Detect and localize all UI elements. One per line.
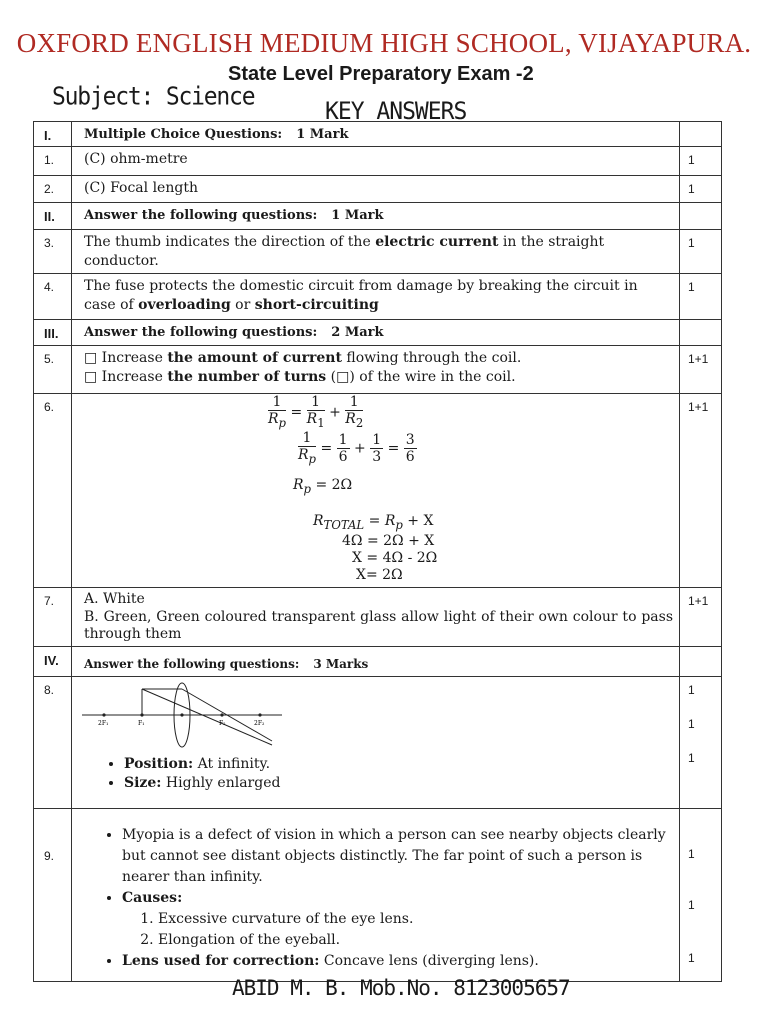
answer-text: (C) ohm-metre xyxy=(72,147,680,176)
section-number: I. xyxy=(34,122,72,147)
lens-ray-diagram xyxy=(82,681,292,751)
question-row xyxy=(34,147,722,176)
question-number: 9. xyxy=(34,808,72,981)
list-item: • Lens used for correction: Concave lens (diverging lens). xyxy=(122,951,673,972)
exam-title: State Level Preparatory Exam -2 xyxy=(228,63,534,85)
answer-text: A. White B. Green, Green coloured transparent glass allow light of their own colour to pass through them xyxy=(72,588,680,647)
section-title: Answer the following questions: xyxy=(84,325,318,340)
bullet-list xyxy=(84,825,673,972)
list-item: • Myopia is a defect of vision in which a person can see nearby objects clearly but cannot see distant objects distinctly. The far point of such a person is nearer than infinity. xyxy=(122,825,673,888)
marks-cell: 1 xyxy=(680,147,722,176)
equation-line: X = 4Ω - 2Ω xyxy=(352,550,438,566)
section-row xyxy=(34,320,722,346)
section-number: IV. xyxy=(34,646,72,676)
key-answers-heading: KEY ANSWERS xyxy=(325,98,467,126)
label-2f1: 2F₁ xyxy=(98,719,109,727)
question-number: 6. xyxy=(34,394,72,588)
section-row xyxy=(34,122,722,147)
section-title: Answer the following questions: xyxy=(84,208,318,223)
section-number: III. xyxy=(34,320,72,346)
question-number: 3. xyxy=(34,230,72,274)
point-2f2 xyxy=(258,713,261,716)
equation-line: $R_{TOTAL} = R_p + X$ xyxy=(313,513,434,532)
label-2f2: 2F₂ xyxy=(254,719,265,727)
answer-table xyxy=(33,121,722,982)
equation-line: $R_p = 2\Omega$ xyxy=(293,477,353,496)
question-row xyxy=(34,176,722,203)
label-f1: F₁ xyxy=(138,719,145,727)
footer-contact: ABID M. B. Mob.No. 8123005657 xyxy=(232,976,570,1000)
equation-line: $\frac{1}{R_p}$ = $\frac{1}{6}$ + $\frac{1}{3}$ = $\frac{3}{6}$ xyxy=(298,430,415,466)
list-item: • Causes: 1. Excessive curvature of the eye lens. 2. Elongation of the eyeball. xyxy=(122,888,673,951)
question-row xyxy=(34,394,722,588)
section-marks: 2 Mark xyxy=(331,325,384,340)
subject-label: Subject: Science xyxy=(52,83,255,112)
answer-text: □ Increase the amount of current flowing through the coil. □ Increase the number of turns (□) of the wire in the coil. xyxy=(72,346,680,394)
section-row xyxy=(34,203,722,230)
equation-line: X= 2Ω xyxy=(356,567,403,583)
equation-line: 4Ω = 2Ω + X xyxy=(342,533,435,549)
question-row xyxy=(34,230,722,274)
question-number: 7. xyxy=(34,588,72,647)
answer-text: (C) Focal length xyxy=(72,176,680,203)
label-f2: F₂ xyxy=(219,719,226,727)
section-marks: 1 Mark xyxy=(296,127,349,142)
checkbox-icon: □ xyxy=(84,350,98,366)
marks-cell: 1 1 1 xyxy=(680,676,722,808)
point-2f1 xyxy=(102,713,105,716)
marks-cell: 1 xyxy=(680,230,722,274)
question-row xyxy=(34,588,722,647)
answer-text: The fuse protects the domestic circuit from damage by breaking the circuit in case of overloading or short-circuiting xyxy=(72,274,680,320)
list-item: • Size: Highly enlarged xyxy=(124,774,280,793)
answer-text: The thumb indicates the direction of the electric current in the straight conductor. xyxy=(72,230,680,274)
question-row xyxy=(34,676,722,808)
question-number: 8. xyxy=(34,676,72,808)
section-title: Answer the following questions: xyxy=(84,656,300,671)
question-number: 1. xyxy=(34,147,72,176)
point-optical-centre xyxy=(180,713,183,716)
question-number: 5. xyxy=(34,346,72,394)
point-f1 xyxy=(140,713,143,716)
bullet-list xyxy=(84,755,280,793)
marks-cell: 1+1 xyxy=(680,394,722,588)
point-f2 xyxy=(220,713,223,716)
section-marks: 1 Mark xyxy=(331,208,384,223)
section-number: II. xyxy=(34,203,72,230)
section-title: Multiple Choice Questions: xyxy=(84,127,283,142)
marks-cell: 1 xyxy=(680,176,722,203)
ray-through-centre xyxy=(142,689,272,745)
marks-cell: 1+1 xyxy=(680,346,722,394)
section-marks: 3 Marks xyxy=(313,656,369,671)
list-item: • Position: At infinity. xyxy=(124,755,280,774)
marks-cell: 1 1 1 xyxy=(680,808,722,981)
question-row xyxy=(34,274,722,320)
list-item: 1. Excessive curvature of the eye lens. xyxy=(158,909,673,930)
question-number: 2. xyxy=(34,176,72,203)
section-row xyxy=(34,646,722,676)
marks-cell: 1+1 xyxy=(680,588,722,647)
answer-equations xyxy=(72,394,680,588)
causes-list xyxy=(122,909,673,951)
equation-line: $\frac{1}{R_p}$ = $\frac{1}{R_1}$ + $\frac{1}{R_2}$ xyxy=(268,394,364,430)
question-number: 4. xyxy=(34,274,72,320)
question-row xyxy=(34,808,722,981)
school-name: OXFORD ENGLISH MEDIUM HIGH SCHOOL, VIJAYAPURA. xyxy=(16,28,752,58)
question-row xyxy=(34,346,722,394)
checkbox-icon: □ xyxy=(84,369,98,385)
marks-cell: 1 xyxy=(680,274,722,320)
list-item: 2. Elongation of the eyeball. xyxy=(158,930,673,951)
